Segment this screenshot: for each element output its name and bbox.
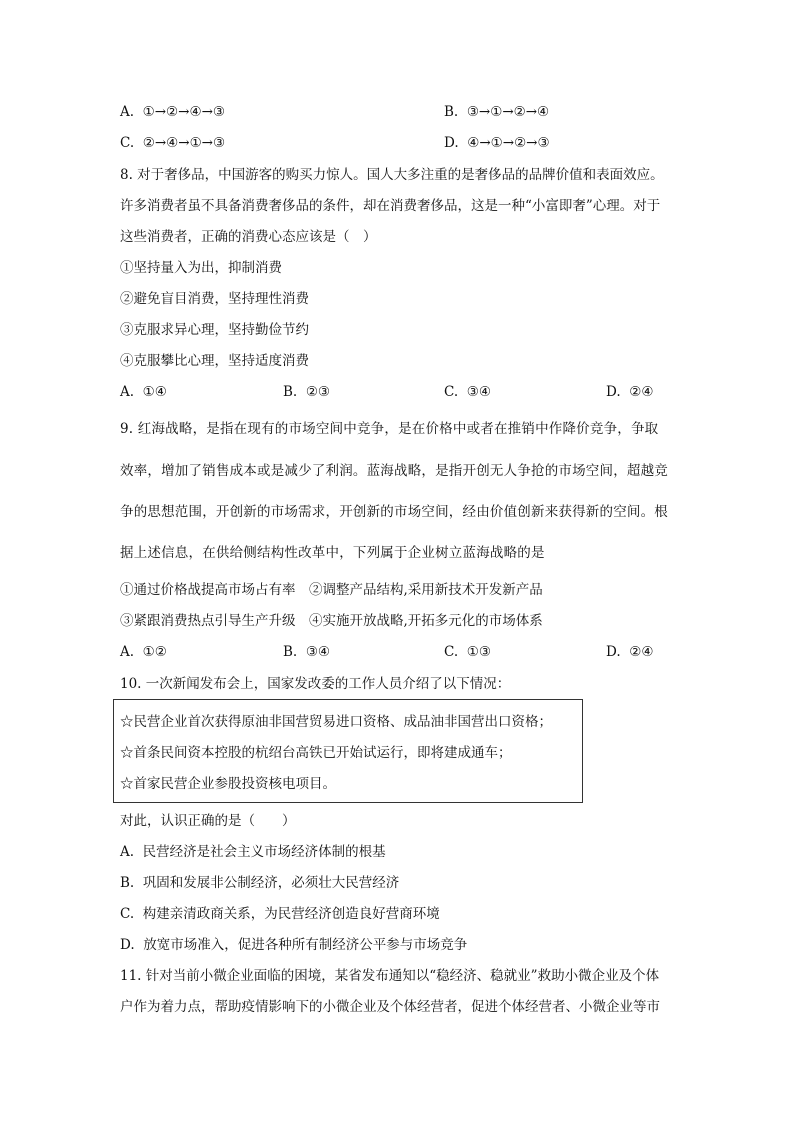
q10-info-box xyxy=(113,699,583,803)
q10-stem: 10. 一次新闻发布会上，国家发改委的工作人员介绍了以下情况： xyxy=(120,676,511,692)
q8-stem-line: 许多消费者虽不具备消费奢侈品的条件，却在消费奢侈品，这是一种“小富即奢”心理。对于 xyxy=(120,198,661,214)
q9-stem-line: 效率，增加了销售成本或是减少了利润。蓝海战略，是指开创无人争抢的市场空间，超越竞 xyxy=(120,463,668,479)
q9-stem-line: 9. 红海战略，是指在现有的市场空间中竞争，是在价格中或者在推销中作降价竞争，争取 xyxy=(120,421,659,437)
q8-item: ②避免盲目消费，坚持理性消费 xyxy=(120,291,309,307)
q8-item: ①坚持量入为出，抑制消费 xyxy=(120,260,282,276)
q10-option-c: C. 构建亲清政商关系，为民营经济创造良好营商环境 xyxy=(120,906,440,922)
q8-option-d: D. ②④ xyxy=(606,384,654,400)
q10-box-line: ☆首家民营企业参股投资核电项目。 xyxy=(120,776,336,792)
q8-item: ④克服攀比心理，坚持适度消费 xyxy=(120,353,309,369)
q9-item: ①通过价格战提高市场占有率 ②调整产品结构,采用新技术开发新产品 xyxy=(120,582,543,598)
q9-option-a: A. ①② xyxy=(120,644,167,660)
q7-option-b: B. ③→①→②→④ xyxy=(444,104,550,120)
q8-option-b: B. ②③ xyxy=(283,384,331,400)
q10-question: 对此，认识正确的是（ ） xyxy=(120,813,296,829)
q9-item: ③紧跟消费热点引导生产升级 ④实施开放战略,开拓多元化的市场体系 xyxy=(120,613,543,629)
q8-option-c: C. ③④ xyxy=(444,384,491,400)
q10-option-d: D. 放宽市场准入，促进各种所有制经济公平参与市场竞争 xyxy=(120,937,468,953)
q9-stem-line: 争的思想范围，开创新的市场需求，开创新的市场空间，经由价值创新来获得新的空间。根 xyxy=(120,504,668,520)
q10-option-a: A. 民营经济是社会主义市场经济体制的根基 xyxy=(120,844,386,860)
q11-stem-line: 11. 针对当前小微企业面临的困境，某省发布通知以“稳经济、稳就业”救助小微企业及个体 xyxy=(120,968,660,984)
q8-option-a: A. ①④ xyxy=(120,384,167,400)
q7-option-c: C. ②→④→①→③ xyxy=(120,135,226,151)
q10-box-line: ☆首条民间资本控股的杭绍台高铁已开始试运行，即将建成通车； xyxy=(120,745,512,761)
q11-stem-line: 户作为着力点，帮助疫情影响下的小微企业及个体经营者，促进个体经营者、小微企业等市 xyxy=(120,999,660,1015)
q8-item: ③克服求异心理，坚持勤俭节约 xyxy=(120,322,309,338)
q10-option-b: B. 巩固和发展非公制经济，必须壮大民营经济 xyxy=(120,875,400,891)
q7-option-a: A. ①→②→④→③ xyxy=(120,104,225,120)
q9-option-d: D. ②④ xyxy=(606,644,654,660)
q9-option-b: B. ③④ xyxy=(283,644,331,660)
q9-stem-line: 据上述信息，在供给侧结构性改革中，下列属于企业树立蓝海战略的是 xyxy=(120,545,545,561)
q9-option-c: C. ①③ xyxy=(444,644,491,660)
q10-box-line: ☆民营企业首次获得原油非国营贸易进口资格、成品油非国营出口资格； xyxy=(120,714,552,730)
q7-option-d: D. ④→①→②→③ xyxy=(444,135,550,151)
q8-stem-line: 8. 对于奢侈品，中国游客的购买力惊人。国人大多注重的是奢侈品的品牌价值和表面效应。 xyxy=(120,167,664,183)
q8-stem-line: 这些消费者，正确的消费心态应该是（ ） xyxy=(120,229,377,245)
